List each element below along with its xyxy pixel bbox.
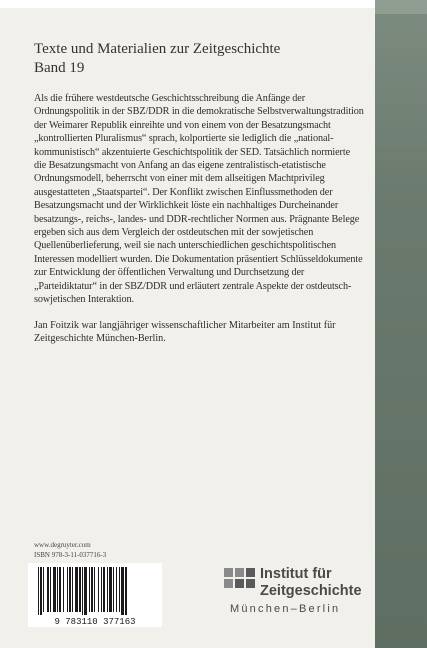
barcode-bar bbox=[72, 567, 73, 612]
barcode-bar bbox=[98, 567, 99, 612]
barcode-bar bbox=[91, 567, 93, 612]
logo-line-1: Institut für bbox=[260, 566, 332, 582]
barcode-bar bbox=[47, 567, 49, 612]
barcode-bar bbox=[89, 567, 90, 612]
barcode-bar bbox=[40, 567, 42, 615]
barcode-digits: 9 783110 377163 bbox=[54, 617, 136, 627]
barcode-bar bbox=[63, 567, 64, 612]
barcode-bar bbox=[53, 567, 56, 612]
barcode-bar bbox=[43, 567, 44, 612]
barcode-bar bbox=[59, 567, 61, 612]
logo-line-2: Zeitgeschichte bbox=[260, 583, 362, 599]
barcode-bar bbox=[38, 567, 39, 615]
barcode-bar bbox=[109, 567, 112, 612]
barcode-bar bbox=[101, 567, 102, 612]
logo-line-3: München–Berlin bbox=[230, 603, 341, 615]
publisher-url: www.degruyter.com bbox=[34, 541, 91, 549]
barcode-bar bbox=[84, 567, 87, 615]
back-cover-blurb: Als die frühere westdeutsche Geschichtsschreibung die Anfänge der Ordnungspolitik in der SBZ/DDR in die demokratische Selbstverwaltungstradition der Weimarer Republik einreihte und von einem von der Besatzungsmacht „kontrollierten Pluralismus“ sprach, kolportierte sie lediglich die „national-kommunistisch“ akzentuierte Geschichtspolitik der SED. Tatsächlich normierte die Besatzungsmacht von Anfang an das eigene zentralistisch-etatistische Ordnungsmodell, beherrscht von einer mit dem allseitigen Machtprivileg ausgestatteten „Staatspartei“. Der Konflikt zwischen Einflussmethoden der Besatzungsmacht und der Wirklichkeit löste ein nachhaltiges Durcheinander besatzungs-, reichs-, landes- und DDR-rechtlicher Normen aus. Prägnante Belege ergeben sich aus dem Vergleich der ostdeutschen mit der sowjetischen Quellenüberlieferung, weil sie nach unterschiedlichen geschichtspolitischen Interessen modelliert wurden. Die Dokumentation präsentiert Schlüsseldokumente zur Entwicklung der öffentlichen Verwaltung und Durchsetzung der „Parteidiktatur“ in der SBZ/DDR und erläutert zentrale Aspekte der ostdeutsch-sowjetischen Interaktion. bbox=[34, 93, 364, 306]
cover-spine-band bbox=[375, 0, 427, 648]
isbn-text: ISBN 978-3-11-037716-3 bbox=[34, 551, 107, 559]
barcode-bar bbox=[82, 567, 83, 615]
publisher-meta bbox=[34, 540, 234, 560]
barcode-bar bbox=[116, 567, 117, 612]
volume-number: Band 19 bbox=[34, 60, 85, 76]
ifz-logo bbox=[224, 566, 374, 626]
barcode-bar bbox=[69, 567, 71, 612]
barcode-bar bbox=[103, 567, 105, 612]
barcode-bar bbox=[121, 567, 124, 615]
barcode-bar bbox=[113, 567, 114, 612]
barcode-bar bbox=[50, 567, 51, 612]
barcode-bar bbox=[94, 567, 95, 612]
barcode-bar bbox=[107, 567, 108, 612]
author-note: Jan Foitzik war langjähriger wissenschaftlicher Mitarbeiter am Institut für Zeitgeschichte München-Berlin. bbox=[34, 320, 336, 345]
barcode-bar bbox=[125, 567, 127, 615]
isbn-barcode bbox=[28, 563, 162, 627]
barcode-bar bbox=[79, 567, 81, 612]
barcode-bar bbox=[119, 567, 120, 612]
top-edge bbox=[0, 0, 375, 8]
series-title-line: Texte und Materialien zur Zeitgeschichte bbox=[34, 41, 281, 57]
barcode-bar bbox=[57, 567, 58, 612]
logo-squares-icon bbox=[224, 568, 256, 600]
barcode-bar bbox=[75, 567, 78, 612]
barcode-bar bbox=[67, 567, 68, 612]
series-title bbox=[34, 40, 354, 78]
